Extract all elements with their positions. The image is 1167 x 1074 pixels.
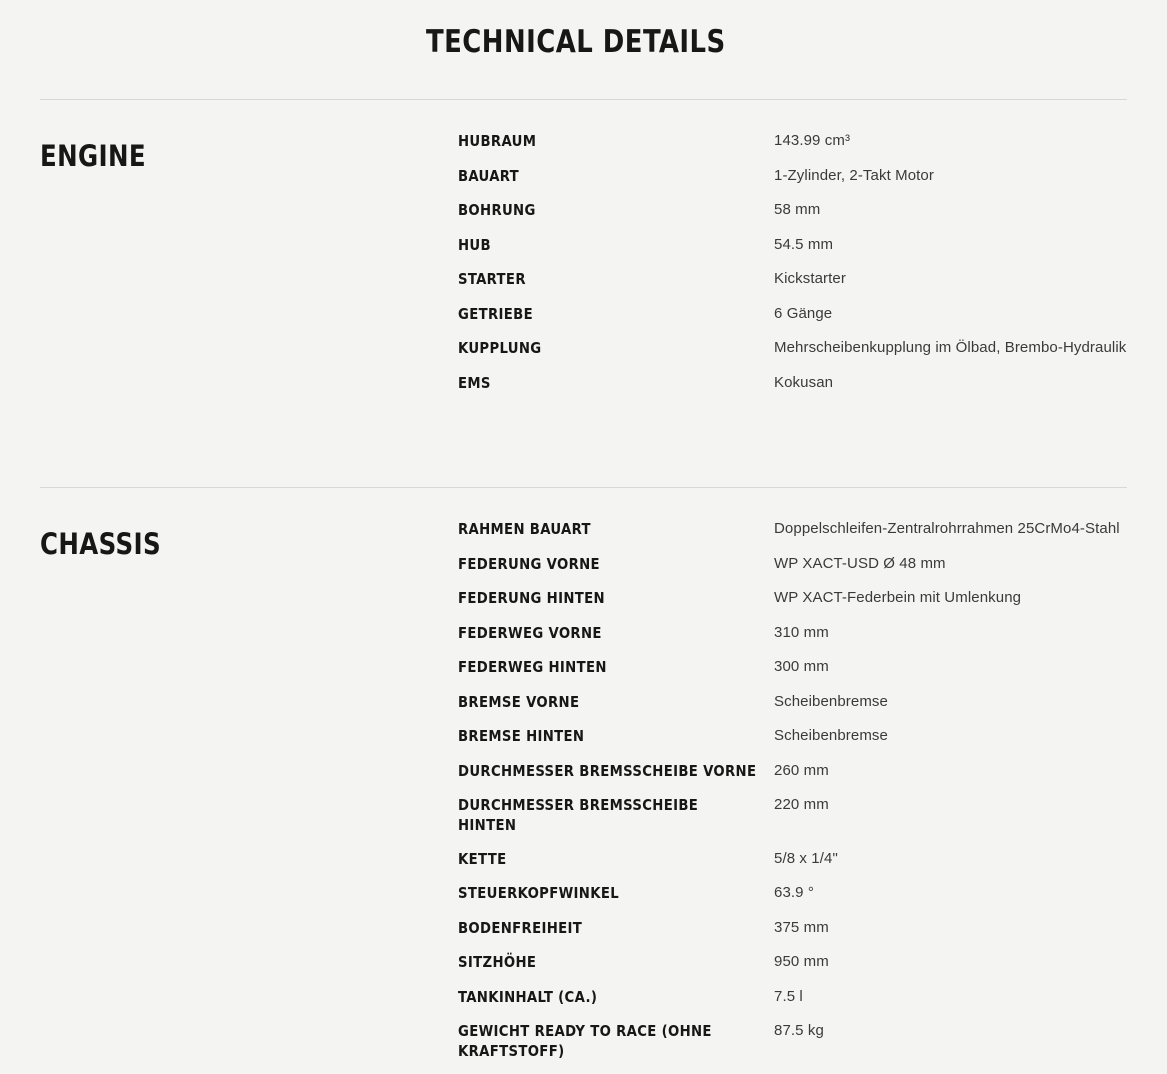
- spec-value: 6 Gänge: [774, 304, 833, 322]
- spec-value: Mehrscheibenkupplung im Ölbad, Brembo-Hydraulik: [774, 339, 1127, 356]
- table-row: [458, 303, 1127, 325]
- spec-label: HUB: [458, 235, 491, 254]
- table-row: [458, 725, 1127, 747]
- spec-value: 63.9 °: [774, 884, 814, 901]
- table-row: [458, 553, 1127, 575]
- spec-label: DURCHMESSER BREMSSCHEIBE VORNE: [458, 761, 757, 780]
- spec-value: WP XACT-Federbein mit Umlenkung: [774, 589, 1022, 606]
- spec-value: 54.5 mm: [774, 235, 834, 253]
- table-row: [458, 951, 1127, 973]
- table-row: [458, 234, 1127, 256]
- spec-value: Scheibenbremse: [774, 692, 888, 710]
- spec-value: 1-Zylinder, 2-Takt Motor: [774, 166, 934, 184]
- spec-label: SITZHÖHE: [458, 953, 537, 971]
- spec-value: 58 mm: [774, 201, 821, 218]
- spec-value: 87.5 kg: [774, 1022, 824, 1039]
- spec-value: 950 mm: [774, 953, 829, 970]
- spec-table-engine: [458, 130, 1127, 406]
- section-heading-engine: ENGINE: [40, 139, 147, 173]
- spec-value: 375 mm: [774, 918, 829, 936]
- spec-value: Kokusan: [774, 373, 834, 391]
- spec-value: Doppelschleifen-Zentralrohrrahmen 25CrMo4-Stahl: [774, 520, 1120, 537]
- spec-value: Kickstarter: [774, 270, 846, 287]
- table-row: [458, 917, 1127, 939]
- spec-value: 143.99 cm³: [774, 132, 851, 149]
- spec-value: 220 mm: [774, 796, 829, 813]
- spec-label: BODENFREIHEIT: [458, 918, 583, 937]
- page-title-container: [0, 0, 1167, 62]
- table-row: [458, 882, 1127, 904]
- page-title: TECHNICAL DETAILS: [425, 24, 726, 60]
- table-row: [458, 760, 1127, 782]
- table-row: [458, 691, 1127, 713]
- spec-label: FEDERWEG VORNE: [458, 623, 602, 642]
- spec-label: KUPPLUNG: [458, 339, 542, 357]
- table-row: [458, 1020, 1127, 1061]
- table-row: [458, 986, 1127, 1008]
- spec-table-chassis: [458, 518, 1127, 1074]
- spec-value: 5/8 x 1/4": [774, 849, 838, 867]
- spec-label: STARTER: [458, 270, 526, 288]
- spec-label: FEDERUNG HINTEN: [458, 589, 605, 607]
- spec-label: HUBRAUM: [458, 132, 537, 150]
- spec-label: KETTE: [458, 849, 507, 868]
- spec-label: BOHRUNG: [458, 201, 536, 219]
- spec-label: FEDERWEG HINTEN: [458, 658, 607, 676]
- spec-label: STEUERKOPFWINKEL: [458, 884, 619, 902]
- spec-value: 260 mm: [774, 761, 829, 779]
- spec-label: EMS: [458, 373, 491, 392]
- spec-label: GETRIEBE: [458, 304, 533, 323]
- table-row: [458, 372, 1127, 394]
- spec-label: DURCHMESSER BREMSSCHEIBE HINTEN: [458, 796, 699, 834]
- spec-value: 7.5 l: [774, 987, 803, 1005]
- spec-value: Scheibenbremse: [774, 727, 888, 744]
- table-row: [458, 587, 1127, 609]
- table-row: [458, 337, 1127, 359]
- table-row: [458, 165, 1127, 187]
- spec-label: GEWICHT READY TO RACE (OHNE KRAFTSTOFF): [458, 1022, 712, 1060]
- spec-label: BAUART: [458, 166, 520, 185]
- spec-label: FEDERUNG VORNE: [458, 554, 600, 573]
- spec-value: 310 mm: [774, 623, 829, 641]
- table-row: [458, 199, 1127, 221]
- table-row: [458, 656, 1127, 678]
- table-row: [458, 130, 1127, 152]
- table-row: [458, 622, 1127, 644]
- spec-label: BREMSE HINTEN: [458, 727, 585, 745]
- table-row: [458, 518, 1127, 540]
- spec-label: RAHMEN BAUART: [458, 520, 591, 538]
- section-heading-chassis: CHASSIS: [40, 527, 162, 561]
- spec-value: WP XACT-USD Ø 48 mm: [774, 554, 946, 572]
- spec-value: 300 mm: [774, 658, 829, 675]
- table-row: [458, 268, 1127, 290]
- section-spacer: [0, 406, 1167, 450]
- spec-label: TANKINHALT (CA.): [458, 987, 598, 1006]
- table-row: [458, 848, 1127, 870]
- section-engine: [0, 100, 1167, 406]
- table-row: [458, 794, 1127, 835]
- spec-label: BREMSE VORNE: [458, 692, 580, 711]
- section-chassis: [0, 488, 1167, 1074]
